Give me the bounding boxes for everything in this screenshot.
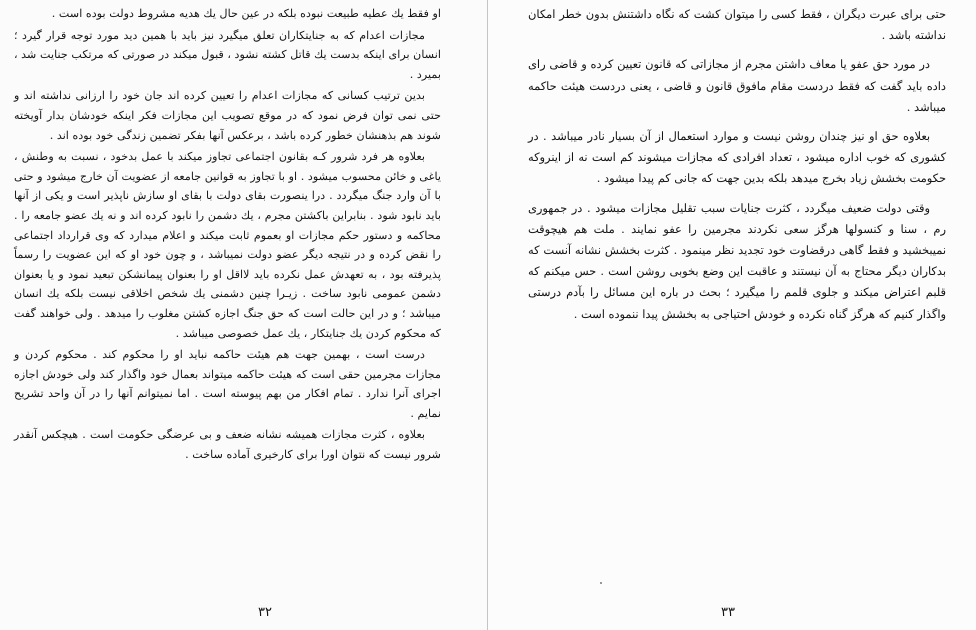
page-number: ۳۲: [258, 605, 272, 620]
paragraph: درست است ، بهمین جهت هم هیئت حاکمه نباید او را محکوم کند . محکوم کردن و مجازات مجرمین حقی است که هیئت حاکمه میتواند بعمال خود واگذار کند ولی خودش اجازه اجرای آنرا ندارد . تمام افکار من بهم پیوسته است . اما نمیتوانم آنها را در آن واحد تشریح نمایم .: [14, 348, 441, 420]
paragraph: در مورد حق عفو یا معاف داشتن مجرم از مجازاتی که قانون تعیین کرده و قاضی رای داده باید گفت که فقط دردست مقام مافوق قانون و قاضی ، یعنی دردست هیئت حاکمه میباشد .: [528, 57, 946, 114]
paragraph: او فقط یك عطیه طبیعت نبوده بلكه در عین حال یك هدیه مشروط دولت بوده است .: [51, 7, 441, 20]
paragraph: مجازات اعدام که به جنایتکاران تعلق میگیرد نیز باید با همین دید مورد توجه قرار گیرد ؛ انسان برای اینکه بدست یك قاتل کشته نشود ، قبول میکند در صورتی که مرتکب جنایت شد ، بمیرد .: [14, 28, 441, 81]
paragraph: وقتی دولت ضعیف میگردد ، کثرت جنایات سبب تقلیل مجازات میشود . در جمهوری رم ، سنا و کنسولها هرگز سعی نکردند مجرمین را عفو نمایند . ملت هم هیچوقت نمیبخشید و فقط گاهی درقضاوت خود تجدید نظر مینمود . کثرت بخشش نشانه آنست که بدکاران دیگر محتاج به آن نیستند و عاقبت این وضع بخوبی روشن است . حس میکنم که قلبم اعتراض میکند و جلوی قلمم را میگیرد ؛ بحث در باره این مسائل را بآدم درستی واگذار کنیم که هرگز گناه نکرده و خودش احتیاجی به بخشش پیدا ننموده است .: [528, 200, 946, 321]
paragraph: حتی برای عبرت دیگران ، فقط کسی را میتوان کشت که نگاه داشتنش بدون خطر امکان نداشته باشد .: [528, 7, 946, 43]
right-page: [488, 0, 976, 630]
paragraph: بعلاوه ، کثرت مجازات همیشه نشانه ضعف و بی عرضگی حکومت است . هیچکس آنقدر شرور نیست که نتوان اورا برای کارخیری آماده ساخت .: [14, 428, 441, 462]
paragraph: بعلاوه هر فرد شرور کـه بقانون اجتماعی تجاوز میکند با عمل بدخود ، نسبت به وطنش ، یاغی و خائن محسوب میشود . او با تجاوز به قوانین جامعه از عضویت آن خارج میشود و حتی با آن وارد جنگ میگردد . درا ینصورت بقای دولت با بقای او سازش ناپذیر است و یکی از آنها باید نابود شود . بنابراین باکشتن مجرم ، یك دشمن را نابود کرده اند و نه یك عضو جامعه را . محاکمه و دستور حکم مجازات او بعموم ثابت میکند و اعلام میدارد که وی قرارداد اجتماعی را نقض کرده و در نتیجه دیگر عضو دولت نمیباشد ، و چون خود او که این عضویت را رسماً پذیرفته بود ، به تعهدش عمل نکرده باید لااقل او را بعنوان پیمانشکن تبعید نمود و یا بعنوان دشمن عمومی نابود ساخت . زیـرا چنین دشمنی یك شخص اخلاقی نیست بلکه یك انسان میباشد ؛ و در این حالت است که حق جنگ اجازه کشتن مغلوب را میدهد . ولی خواهند گفت که محکوم کردن یك جنایتکار ، یك عمل خصوصی میباشد .: [14, 150, 441, 340]
paragraph: بدین ترتیب کسانی که مجازات اعدام را تعیین کرده اند جان خود را ارزانی نداشته اند و حتی نمی توان فرض نمود که در موقع تصویب این مجازات فکر اینکه خودشان بدار آویخته شوند هم بذهنشان خطور کرده باشد ، برعکس آنها بفکر تضمین زندگی خود بوده اند .: [14, 89, 441, 142]
scan-speck: [600, 582, 602, 584]
paragraph: بعلاوه حق او نیز چندان روشن نیست و موارد استعمال از آن بسیار نادر میباشد . در کشوری که خوب اداره میشود ، تعداد افرادی که مجازات میشوند کم است نه از اینروکه حکومت بخشش زیاد بخرج میدهد بلکه بدین جهت که جانی کم پیدا میشود .: [528, 129, 946, 186]
right-page-text: [528, 4, 946, 325]
page-number: ۳۳: [721, 605, 735, 620]
left-page-text: [14, 4, 441, 465]
